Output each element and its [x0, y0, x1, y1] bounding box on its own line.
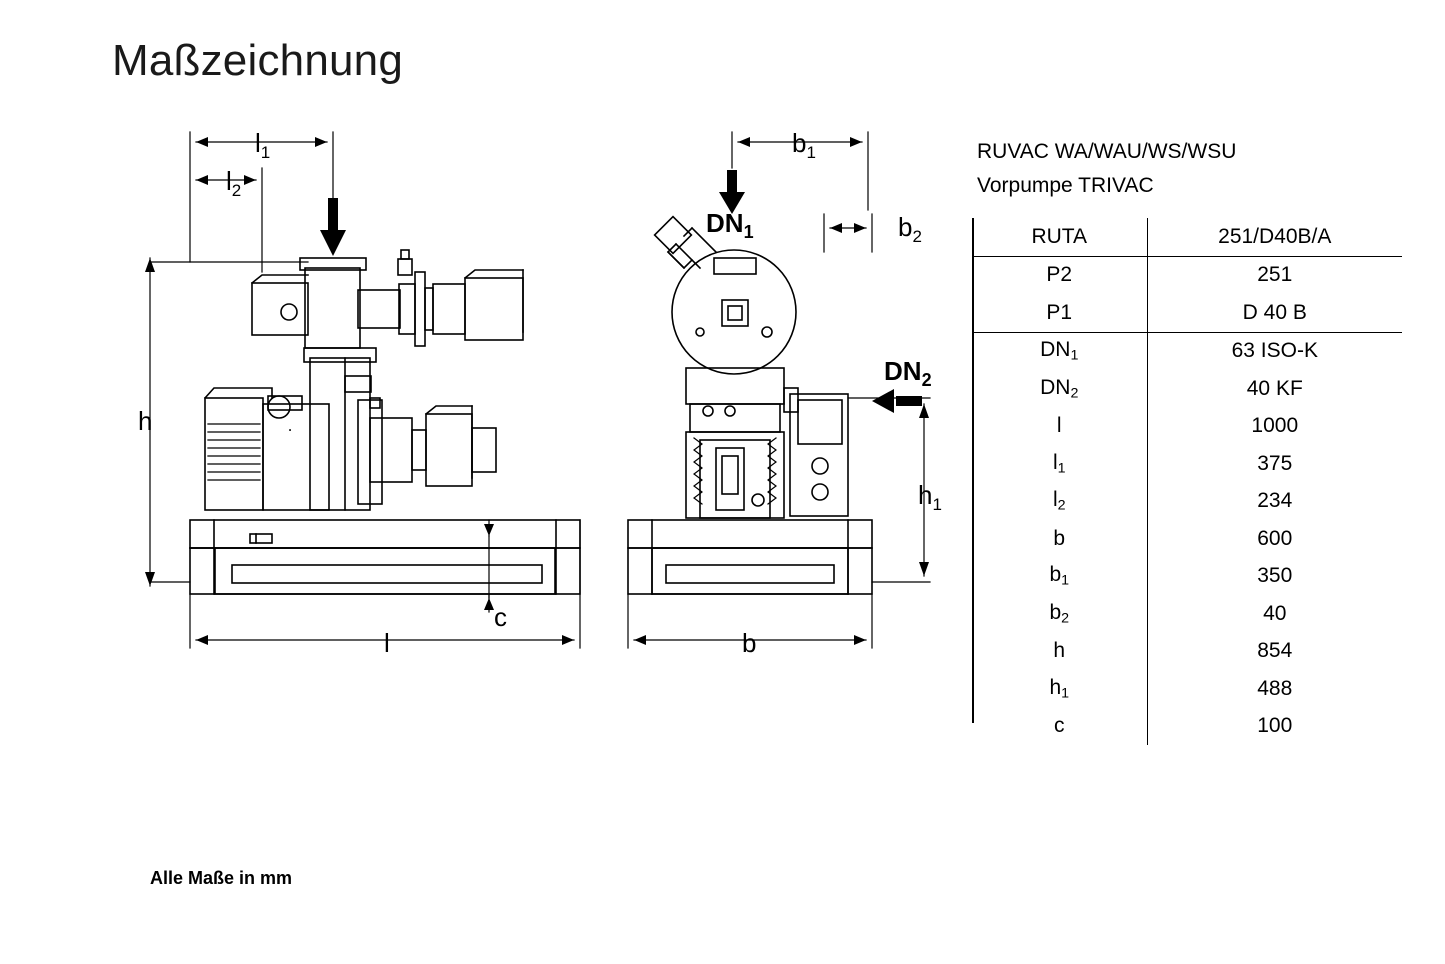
spec-heading-line1: RUVAC WA/WAU/WS/WSU: [977, 140, 1237, 163]
spec-row-value: 40 KF: [1246, 376, 1303, 400]
spec-row-value: 854: [1257, 639, 1293, 663]
spec-row-value: 350: [1257, 564, 1293, 588]
table-row: [972, 408, 1402, 446]
spec-row-key: $DN_1$: [972, 332, 1147, 370]
spec-row-key: $h_1$: [972, 670, 1147, 708]
table-row: [972, 370, 1402, 408]
spec-row-key: $b_1$: [972, 558, 1147, 596]
footnote: Alle Maße in mm: [150, 868, 293, 888]
spec-row-key: l: [972, 408, 1147, 446]
table-row: [972, 520, 1402, 558]
spec-row-value: 375: [1257, 451, 1293, 475]
table-row: [972, 294, 1402, 332]
spec-row-value: 600: [1257, 526, 1293, 550]
spec-row-value: D 40 B: [1147, 294, 1402, 332]
label-l2: $l_2$: [226, 166, 242, 200]
spec-header-value: 251/D40B/A: [1147, 218, 1402, 256]
table-row: [972, 595, 1402, 633]
table-row: [972, 483, 1402, 521]
table-row: [972, 256, 1402, 294]
label-h1: $h_1$: [918, 480, 942, 514]
spec-row-value: 100: [1257, 714, 1293, 738]
table-header-row: [972, 218, 1402, 256]
label-b1: $b_1$: [792, 128, 816, 162]
table-row: [972, 708, 1402, 746]
label-h: h: [138, 406, 153, 436]
spec-row-value: 234: [1257, 489, 1293, 513]
spec-row-key: $DN_2$: [972, 370, 1147, 408]
spec-row-key: P2: [972, 256, 1147, 294]
label-c: c: [494, 602, 507, 632]
spec-row-key: P1: [972, 294, 1147, 332]
spec-row-value: 488: [1257, 676, 1293, 700]
spec-row-key: $l_2$: [972, 483, 1147, 521]
spec-row-value: 251: [1257, 263, 1293, 287]
spec-row-key: b: [972, 520, 1147, 558]
spec-row-value: 1000: [1251, 414, 1299, 438]
label-b2: $b_2$: [898, 212, 922, 246]
label-l: l: [384, 628, 390, 658]
table-row: [972, 332, 1402, 370]
spec-header-key: RUTA: [972, 218, 1147, 256]
spec-row-value: 40: [1263, 601, 1287, 625]
side-view-dimensions: [145, 132, 580, 648]
spec-heading-line2: Vorpumpe TRIVAC: [977, 174, 1154, 197]
label-b: b: [742, 628, 757, 658]
spec-row-value: 63 ISO-K: [1231, 339, 1318, 363]
table-row: [972, 445, 1402, 483]
label-dn1: $DN_1$: [706, 208, 754, 242]
spec-row-key: c: [972, 708, 1147, 746]
label-dn2: $DN_2$: [884, 356, 932, 390]
inlet-arrow-side: [320, 198, 346, 256]
table-row: [972, 558, 1402, 596]
page-title: Maßzeichnung: [112, 36, 403, 85]
spec-row-key: $l_1$: [972, 445, 1147, 483]
spec-row-key: h: [972, 633, 1147, 671]
table-row: [972, 670, 1402, 708]
spec-table: [972, 218, 1402, 745]
spec-row-key: $b_2$: [972, 595, 1147, 633]
label-l1: $l_1$: [255, 128, 271, 162]
dn2-arrow: [872, 389, 922, 413]
side-view: [145, 132, 580, 648]
table-row: [972, 633, 1402, 671]
front-view: [628, 132, 930, 648]
front-view-dimensions: [628, 132, 930, 648]
